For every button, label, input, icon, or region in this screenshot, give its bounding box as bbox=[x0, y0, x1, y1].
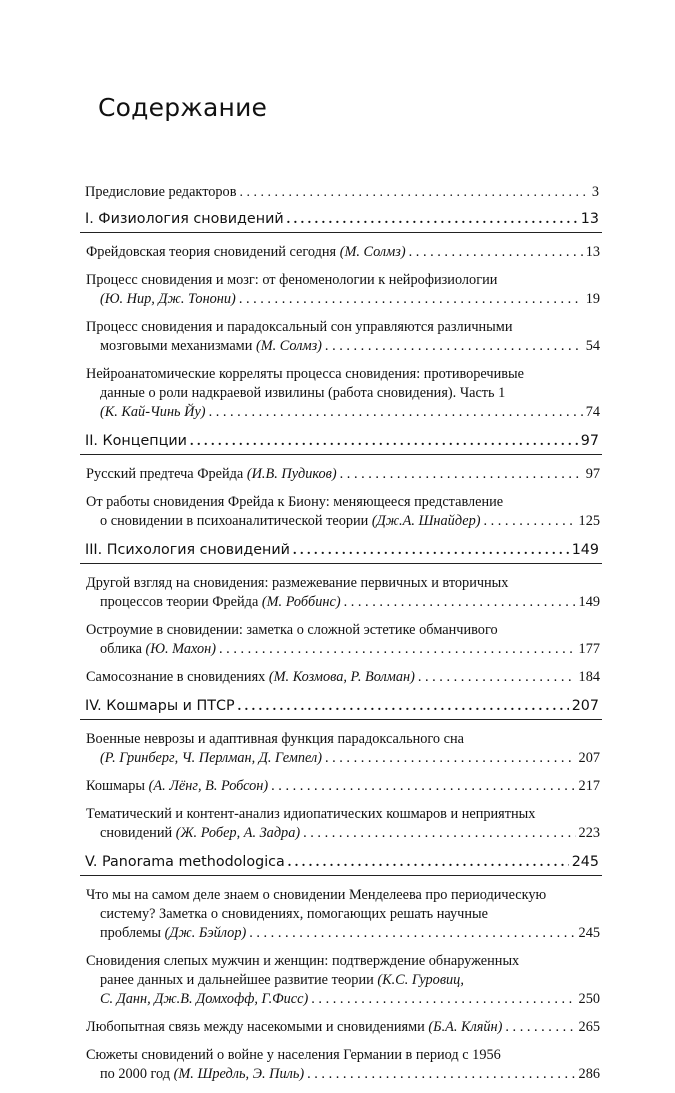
toc-entry-line bbox=[86, 365, 600, 384]
toc-entry-author: (М. Солмз) bbox=[255, 338, 322, 354]
dot-leader bbox=[325, 337, 583, 356]
toc-page-number: 184 bbox=[578, 669, 600, 685]
toc-entry-author: (Б.А. Кляйн) bbox=[428, 1019, 503, 1035]
dot-leader bbox=[293, 541, 569, 561]
toc-section-line bbox=[85, 540, 599, 561]
toc-page-number: 3 bbox=[591, 184, 599, 200]
toc-entry-line bbox=[86, 574, 600, 593]
toc-entry-title: Тематический и контент-анализ идиопатических кошмаров и неприятных bbox=[86, 806, 536, 822]
toc-page-number: 265 bbox=[578, 1019, 600, 1035]
dot-leader bbox=[287, 210, 578, 230]
toc-entry-title: Любопытная связь между насекомыми и сновидениями bbox=[86, 1019, 425, 1035]
dot-leader bbox=[190, 432, 578, 452]
toc-entry[interactable] bbox=[80, 365, 602, 422]
toc-entry-author: (И.В. Пудиков) bbox=[246, 466, 337, 482]
toc-entry[interactable] bbox=[80, 621, 602, 659]
toc-entry-line bbox=[86, 465, 600, 484]
toc-page-number: 125 bbox=[578, 513, 600, 529]
dot-leader bbox=[409, 243, 583, 262]
toc-entry[interactable] bbox=[80, 805, 602, 843]
toc-entry-title: процессов теории Фрейда bbox=[100, 594, 259, 610]
table-of-contents bbox=[80, 183, 602, 1093]
toc-page-number: 74 bbox=[585, 404, 600, 420]
toc-entry-title: От работы сновидения Фрейда к Биону: меняющееся представление bbox=[86, 494, 504, 510]
dot-leader bbox=[239, 290, 583, 309]
toc-entry-title: Самосознание в сновидениях bbox=[86, 669, 266, 685]
toc-entry-title: данные о роли надкраевой извилины (работа сновидения). Часть 1 bbox=[100, 385, 506, 401]
toc-entry-line bbox=[86, 952, 600, 971]
dot-leader bbox=[505, 1018, 575, 1037]
toc-entry-line bbox=[86, 668, 600, 687]
toc-entry-line bbox=[86, 1046, 600, 1065]
toc-section-title: V. Panorama methodologica bbox=[85, 854, 285, 870]
toc-entry-line bbox=[86, 243, 600, 262]
toc-entry-title: сновидений bbox=[100, 825, 173, 841]
toc-entry-title: мозговыми механизмами bbox=[100, 338, 253, 354]
toc-entry-author: (А. Лёнг, В. Робсон) bbox=[148, 778, 269, 794]
dot-leader bbox=[303, 824, 575, 843]
toc-section-title: II. Концепции bbox=[85, 433, 187, 449]
page-title: Содержание bbox=[98, 93, 268, 122]
toc-section[interactable] bbox=[80, 696, 602, 720]
toc-page-number: 250 bbox=[578, 991, 600, 1007]
toc-page-number: 13 bbox=[580, 211, 599, 227]
toc-entry-title: Другой взгляд на сновидения: размежевание первичных и вторичных bbox=[86, 575, 509, 591]
toc-entry[interactable] bbox=[80, 668, 602, 687]
toc-entry-title: Фрейдовская теория сновидений сегодня bbox=[86, 244, 337, 260]
toc-entry[interactable] bbox=[80, 465, 602, 484]
toc-page-number: 207 bbox=[578, 750, 600, 766]
toc-entry-line bbox=[86, 886, 600, 905]
toc-section-title: III. Психология сновидений bbox=[85, 542, 290, 558]
toc-entry-preface[interactable] bbox=[80, 183, 602, 202]
toc-entry-line bbox=[86, 824, 600, 843]
toc-entry-line bbox=[86, 905, 600, 924]
toc-entry-line bbox=[86, 1065, 600, 1084]
toc-entry-line bbox=[86, 403, 600, 422]
toc-entry-title: по 2000 год bbox=[100, 1066, 171, 1082]
toc-entry-author: (Дж. Бэйлор) bbox=[164, 925, 247, 941]
toc-section[interactable] bbox=[80, 431, 602, 455]
toc-entry-title: Остроумие в сновидении: заметка о сложной эстетике обманчивого bbox=[86, 622, 498, 638]
toc-entry[interactable] bbox=[80, 493, 602, 531]
toc-entry-line bbox=[86, 593, 600, 612]
toc-entry-line bbox=[86, 318, 600, 337]
toc-entry-line bbox=[86, 971, 600, 990]
toc-entry-line bbox=[86, 337, 600, 356]
dot-leader bbox=[340, 465, 583, 484]
dot-leader bbox=[209, 403, 583, 422]
dot-leader bbox=[418, 668, 576, 687]
toc-entry-title: Русский предтеча Фрейда bbox=[86, 466, 244, 482]
dot-leader bbox=[239, 183, 588, 202]
toc-page-number: 223 bbox=[578, 825, 600, 841]
toc-section-line bbox=[85, 852, 599, 873]
toc-entry-title: Кошмары bbox=[86, 778, 146, 794]
toc-entry-line bbox=[86, 384, 600, 403]
toc-entry[interactable] bbox=[80, 886, 602, 943]
dot-leader bbox=[344, 593, 576, 612]
toc-entry-author: (Ю. Нир, Дж. Тонони) bbox=[100, 291, 236, 307]
toc-entry-line bbox=[86, 924, 600, 943]
toc-entry[interactable] bbox=[80, 1018, 602, 1037]
toc-entry-title: Процесс сновидения и парадоксальный сон управляются различными bbox=[86, 319, 513, 335]
toc-entry[interactable] bbox=[80, 1046, 602, 1084]
dot-leader bbox=[325, 749, 576, 768]
toc-section-title: IV. Кошмары и ПТСР bbox=[85, 698, 235, 714]
toc-entry-title: Сюжеты сновидений о войне у населения Германии в период с 1956 bbox=[86, 1047, 501, 1063]
toc-entry-title: систему? Заметка о сновидениях, помогающих решать научные bbox=[100, 906, 488, 922]
toc-entry-author: (М. Шредль, Э. Пиль) bbox=[173, 1066, 305, 1082]
toc-entry-line bbox=[86, 805, 600, 824]
toc-page-number: 207 bbox=[571, 698, 599, 714]
toc-entry-title: Предисловие редакторов bbox=[85, 184, 237, 200]
toc-page-number: 149 bbox=[578, 594, 600, 610]
toc-entry-author: (Ю. Махон) bbox=[145, 641, 217, 657]
dot-leader bbox=[271, 777, 575, 796]
toc-entry[interactable] bbox=[80, 952, 602, 1009]
toc-section-title: I. Физиология сновидений bbox=[85, 211, 284, 227]
toc-entry-author: (Р. Гринберг, Ч. Перлман, Д. Гемпел) bbox=[100, 750, 322, 766]
toc-page-number: 97 bbox=[580, 433, 599, 449]
dot-leader bbox=[307, 1065, 575, 1084]
toc-entry-line bbox=[86, 730, 600, 749]
dot-leader bbox=[219, 640, 576, 659]
toc-entry-line bbox=[86, 493, 600, 512]
toc-entry-title: Что мы на самом деле знаем о сновидении Менделеева про периодическую bbox=[86, 887, 547, 903]
toc-entry-author: (М. Солмз) bbox=[339, 244, 406, 260]
toc-entry-title: Сновидения слепых мужчин и женщин: подтверждение обнаруженных bbox=[86, 953, 520, 969]
toc-entry[interactable] bbox=[80, 574, 602, 612]
toc-entry-title: о сновидении в психоаналитической теории bbox=[100, 513, 369, 529]
toc-entry-author: (К.С. Гуровиц, bbox=[377, 972, 464, 988]
toc-page-number: 217 bbox=[578, 778, 600, 794]
dot-leader bbox=[483, 512, 575, 531]
toc-entry-title: Нейроанатомические корреляты процесса сновидения: противоречивые bbox=[86, 366, 524, 382]
toc-page-number: 177 bbox=[578, 641, 600, 657]
toc-entry-author: С. Данн, Дж.В. Домхофф, Г.Фисс) bbox=[100, 991, 309, 1007]
toc-page-number: 245 bbox=[571, 854, 599, 870]
toc-entry[interactable] bbox=[80, 271, 602, 309]
toc-entry-title: Процесс сновидения и мозг: от феноменологии к нейрофизиологии bbox=[86, 272, 498, 288]
toc-page-number: 97 bbox=[585, 466, 600, 482]
toc-page-number: 19 bbox=[585, 291, 600, 307]
toc-section-line bbox=[85, 431, 599, 452]
toc-entry-line bbox=[86, 271, 600, 290]
toc-entry-author: (Дж.А. Шнайдер) bbox=[371, 513, 481, 529]
toc-page-number: 13 bbox=[585, 244, 600, 260]
toc-entry-line bbox=[86, 640, 600, 659]
toc-entry-line bbox=[86, 749, 600, 768]
toc-section-line bbox=[85, 209, 599, 230]
toc-page-number: 286 bbox=[578, 1066, 600, 1082]
toc-entry-line bbox=[86, 777, 600, 796]
toc-section[interactable] bbox=[80, 540, 602, 564]
toc-entry-title: облика bbox=[100, 641, 142, 657]
toc-entry-line bbox=[86, 512, 600, 531]
toc-entry-author: (Ж. Робер, А. Задра) bbox=[175, 825, 301, 841]
dot-leader bbox=[249, 924, 575, 943]
toc-sections bbox=[80, 209, 602, 1084]
toc-entry-title: Военные неврозы и адаптивная функция парадоксального сна bbox=[86, 731, 464, 747]
toc-entry-line bbox=[86, 621, 600, 640]
toc-entry[interactable] bbox=[80, 777, 602, 796]
toc-entry[interactable] bbox=[80, 318, 602, 356]
toc-section[interactable] bbox=[80, 209, 602, 233]
toc-section[interactable] bbox=[80, 852, 602, 876]
toc-entry[interactable] bbox=[80, 243, 602, 262]
toc-page-number: 149 bbox=[571, 542, 599, 558]
toc-page-number: 54 bbox=[585, 338, 600, 354]
toc-page-number: 245 bbox=[578, 925, 600, 941]
toc-entry-author: (М. Роббинс) bbox=[261, 594, 341, 610]
toc-section-line bbox=[85, 696, 599, 717]
toc-entry-line bbox=[86, 290, 600, 309]
dot-leader bbox=[288, 853, 569, 873]
toc-entry-author: (К. Кай-Чинь Йу) bbox=[100, 404, 206, 420]
toc-entry-title: ранее данных и дальнейшее развитие теории bbox=[100, 972, 374, 988]
toc-entry[interactable] bbox=[80, 730, 602, 768]
toc-entry-line bbox=[86, 1018, 600, 1037]
dot-leader bbox=[238, 697, 569, 717]
toc-entry-title: проблемы bbox=[100, 925, 161, 941]
toc-entry-author: (М. Козмова, Р. Волман) bbox=[268, 669, 415, 685]
